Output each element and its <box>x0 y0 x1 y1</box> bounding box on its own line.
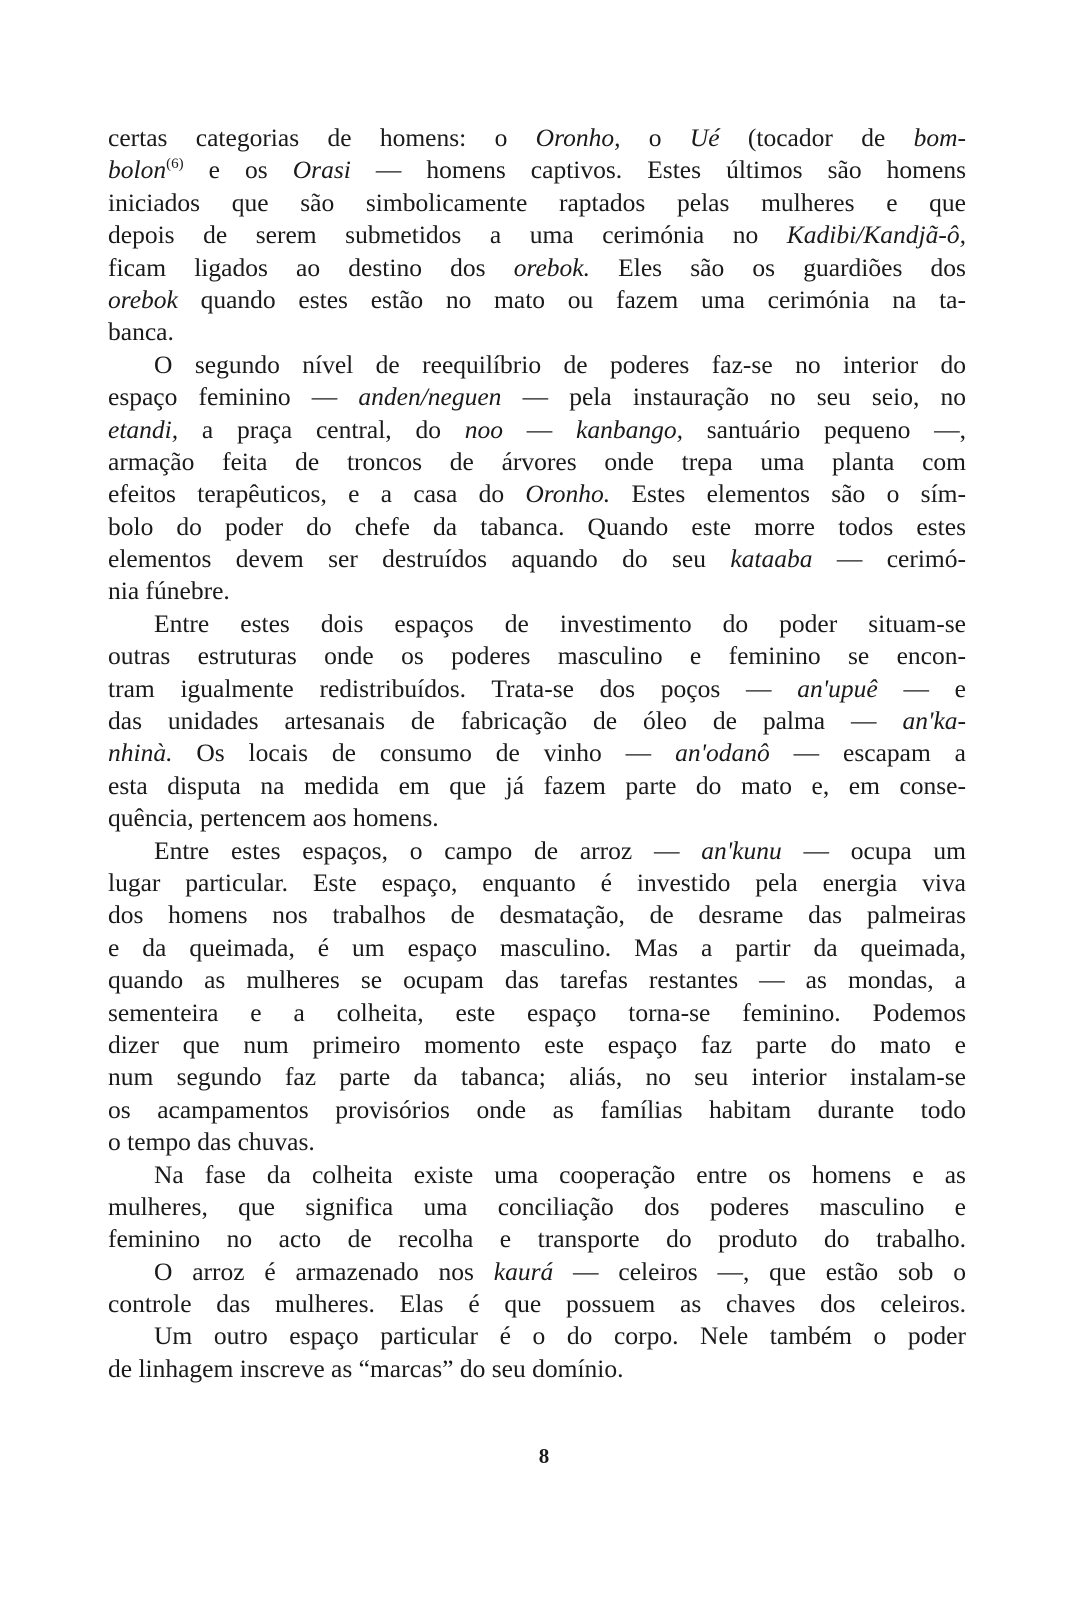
text-line <box>108 219 966 251</box>
text-segment: a praça central, do <box>178 414 465 444</box>
text-segment: os acampamentos provisórios onde as famílias habitam durante todo <box>108 1094 966 1124</box>
italic-term: kaurá <box>493 1256 554 1286</box>
text-segment: das unidades artesanais de fabricação de óleo de palma — <box>108 706 903 736</box>
text-segment: O segundo nível de reequilíbrio de poderes faz-se no interior do <box>154 349 966 379</box>
text-segment: Entre estes espaços, o campo de arroz — <box>154 835 702 865</box>
text-line <box>108 122 966 154</box>
text-segment: — ocupa um <box>781 835 966 865</box>
text-segment: sementeira e a colheita, este espaço torna-se feminino. Podemos <box>108 997 966 1027</box>
text-line <box>108 381 966 413</box>
italic-term: bolon <box>108 155 167 185</box>
text-segment: iniciados que são simbolicamente raptados pelas mulheres e que <box>108 187 966 217</box>
text-segment: Entre estes dois espaços de investimento do poder situam-se <box>154 608 966 638</box>
text-segment: dos homens nos trabalhos de desmatação, de desrame das palmeiras <box>108 900 966 930</box>
text-segment: — <box>502 414 577 444</box>
italic-term: etandi, <box>108 414 179 444</box>
text-line <box>108 673 966 705</box>
text-segment: lugar particular. Este espaço, enquanto é investido pela energia viva <box>108 867 966 897</box>
text-line <box>108 575 966 607</box>
text-segment: ficam ligados ao destino dos <box>108 252 514 282</box>
text-segment: — e <box>877 673 966 703</box>
text-segment: num segundo faz parte da tabanca; aliás, no seu interior instalam-se <box>108 1062 966 1092</box>
text-line <box>108 1320 966 1352</box>
text-line <box>108 705 966 737</box>
text-segment: e da queimada, é um espaço masculino. Mas a partir da queimada, <box>108 932 966 962</box>
text-segment: quência, pertencem aos homens. <box>108 803 439 833</box>
italic-term: anden/neguen <box>358 382 502 412</box>
text-line <box>108 154 966 186</box>
italic-term: an'ka- <box>902 706 966 736</box>
italic-term: Kadibi/Kandjã-ô, <box>786 220 966 250</box>
page-number: 8 <box>538 1444 550 1468</box>
text-line <box>108 414 966 446</box>
text-segment: — cerimó- <box>812 544 966 574</box>
text-segment: Na fase da colheita existe uma cooperação entre os homens e as <box>154 1159 966 1189</box>
text-line <box>108 1159 966 1191</box>
text-segment: e os <box>183 155 293 185</box>
text-segment: — escapam a <box>769 738 966 768</box>
text-line <box>108 997 966 1029</box>
text-segment: espaço feminino — <box>108 382 359 412</box>
text-line <box>108 284 966 316</box>
text-segment: dizer que num primeiro momento este espaço faz parte do mato e <box>108 1029 966 1059</box>
text-line <box>108 478 966 510</box>
text-segment: Estes elementos são o sím- <box>610 479 966 509</box>
footnote-marker: (6) <box>166 156 184 173</box>
text-line <box>108 349 966 381</box>
text-line <box>108 770 966 802</box>
text-line <box>108 802 966 834</box>
text-line <box>108 1126 966 1158</box>
italic-term: an'odanô <box>675 738 770 768</box>
text-line <box>108 640 966 672</box>
italic-term: bom- <box>913 123 966 152</box>
text-line <box>108 1029 966 1061</box>
text-segment: certas categorias de homens: o <box>108 123 536 152</box>
text-line <box>108 1223 966 1255</box>
italic-term: orebok <box>108 284 178 314</box>
text-segment: outras estruturas onde os poderes masculino e feminino se encon- <box>108 641 966 671</box>
text-segment: quando as mulheres se ocupam das tarefas restantes — as mondas, a <box>108 965 966 995</box>
text-segment: nia fúnebre. <box>108 576 230 606</box>
text-line <box>108 1061 966 1093</box>
text-line <box>108 737 966 769</box>
text-segment: depois de serem submetidos a uma cerimónia no <box>108 220 787 250</box>
text-segment: Um outro espaço particular é o do corpo. Nele também o poder <box>154 1321 966 1351</box>
text-line <box>108 1288 966 1320</box>
text-line <box>108 608 966 640</box>
italic-term: Oronho, <box>535 123 621 152</box>
text-segment: de linhagem inscreve as “marcas” do seu domínio. <box>108 1353 624 1383</box>
italic-term: an'kunu <box>701 835 782 865</box>
text-line <box>108 511 966 543</box>
text-line <box>108 899 966 931</box>
text-line <box>108 316 966 348</box>
text-segment: o <box>620 123 690 152</box>
text-line <box>108 446 966 478</box>
italic-term: an'upuê <box>797 673 878 703</box>
text-segment: controle das mulheres. Elas é que possuem as chaves dos celeiros. <box>108 1289 966 1319</box>
text-line <box>108 543 966 575</box>
text-segment: armação feita de troncos de árvores onde trepa uma planta com <box>108 446 966 476</box>
text-segment: esta disputa na medida em que já fazem parte do mato e, em conse- <box>108 770 966 800</box>
text-line <box>108 964 966 996</box>
text-line <box>108 835 966 867</box>
text-segment: santuário pequeno —, <box>682 414 966 444</box>
text-line <box>108 252 966 284</box>
text-segment: o tempo das chuvas. <box>108 1127 315 1157</box>
text-line <box>108 1191 966 1223</box>
text-segment: — homens captivos. Estes últimos são homens <box>350 155 966 185</box>
text-segment: mulheres, que significa uma conciliação dos poderes masculino e <box>108 1191 966 1221</box>
text-line <box>108 1353 966 1385</box>
text-segment: quando estes estão no mato ou fazem uma cerimónia na ta- <box>177 284 966 314</box>
text-line <box>108 932 966 964</box>
text-segment: Os locais de consumo de vinho — <box>172 738 676 768</box>
text-segment: elementos devem ser destruídos aquando do seu <box>108 544 731 574</box>
text-segment: (tocador de <box>719 123 914 152</box>
text-segment: feminino no acto de recolha e transporte do produto do trabalho. <box>108 1224 966 1254</box>
text-segment: bolo do poder do chefe da tabanca. Quando este morre todos estes <box>108 511 966 541</box>
text-segment: O arroz é armazenado nos <box>154 1256 494 1286</box>
text-segment: banca. <box>108 317 174 347</box>
text-segment: — celeiros —, que estão sob o <box>553 1256 966 1286</box>
text-segment: efeitos terapêuticos, e a casa do <box>108 479 526 509</box>
text-line <box>108 187 966 219</box>
text-line <box>108 1094 966 1126</box>
text-segment: Eles são os guardiões dos <box>589 252 966 282</box>
text-line <box>108 867 966 899</box>
italic-term: kanbango, <box>576 414 683 444</box>
text-segment: — pela instauração no seu seio, no <box>501 382 966 412</box>
italic-term: noo <box>464 414 503 444</box>
italic-term: kataaba <box>730 544 813 574</box>
page-body <box>108 122 966 1385</box>
italic-term: Orasi <box>292 155 351 185</box>
text-segment: tram igualmente redistribuídos. Trata-se dos poços — <box>108 673 798 703</box>
italic-term: Ué <box>689 123 720 152</box>
italic-term: orebok. <box>513 252 590 282</box>
italic-term: nhinà. <box>108 738 173 768</box>
text-line <box>108 1256 966 1288</box>
italic-term: Oronho. <box>525 479 611 509</box>
